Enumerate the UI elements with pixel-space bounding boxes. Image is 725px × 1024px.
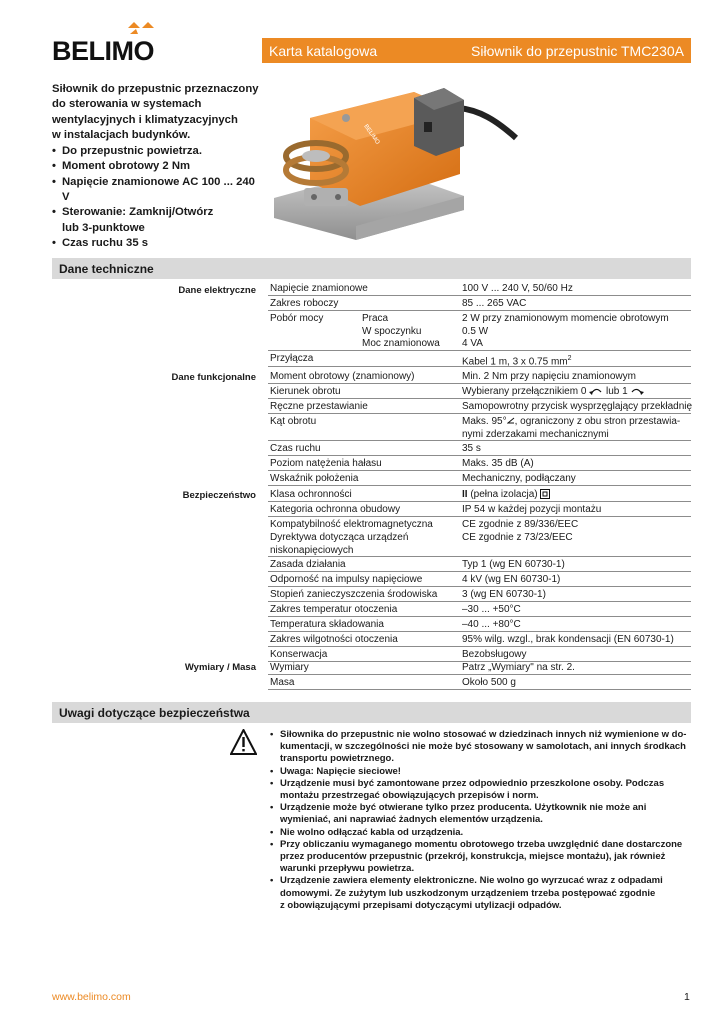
doc-type-title: Karta katalogowa — [269, 42, 378, 59]
table-row — [268, 456, 691, 471]
row-label: Zasada działania — [270, 559, 346, 570]
row-label: Stopień zanieczyszczenia środowiska — [270, 589, 438, 600]
list-item: • Do przepustnic powietrza. — [52, 144, 262, 159]
intro-line: do sterowania w systemach — [52, 98, 202, 111]
row-value: Patrz „Wymiary" na str. 2. — [462, 662, 575, 673]
row-label: Pobór mocy — [270, 313, 324, 324]
table-row — [268, 384, 691, 399]
table-row — [268, 660, 691, 675]
row-value: Około 500 g — [462, 677, 516, 688]
intro-description — [52, 82, 262, 143]
list-item: • Moment obrotowy 2 Nm — [52, 159, 262, 174]
list-item: • Przy obliczaniu wymaganego momentu obrotowego trzeba uwzględnić dane dostarczone przez producentów przepustnic (przekrój, konstrukcja, miejsce montażu), jak również warunki przepływu powietrza. — [270, 839, 690, 876]
section-title: Uwagi dotyczące bezpieczeństwa — [59, 705, 250, 720]
row-label: Kierunek obrotu — [270, 386, 341, 397]
actuator-product-image — [264, 78, 526, 254]
warning-triangle-icon — [230, 729, 257, 755]
group-label-safety: Bezpieczeństwo — [182, 490, 256, 501]
website-link[interactable]: www.belimo.com — [52, 991, 131, 1003]
list-item: • Sterowanie: Zamknij/Otwórz lub 3-punktowe — [52, 205, 262, 236]
row-value: 35 s — [462, 443, 481, 454]
row-value: CE zgodnie z 73/23/EEC — [462, 532, 573, 543]
table-row — [268, 369, 691, 384]
table-row — [268, 602, 691, 617]
header-bar — [262, 38, 691, 63]
table-row — [268, 351, 691, 367]
table-row — [268, 281, 691, 296]
table-row — [268, 502, 691, 517]
row-value: Min. 2 Nm przy napięciu znamionowym — [462, 371, 636, 382]
row-label: Kategoria ochronna obudowy — [270, 504, 401, 515]
row-value: Mechaniczny, podłączany — [462, 473, 576, 484]
list-item: • Urządzenie może być otwierane tylko przez producenta. Użytkownik nie może ani wymieniać, ani naprawiać żadnych elementów urządzenia. — [270, 802, 690, 826]
row-value: Kabel 1 m, 3 x 0.75 $mm^2$ — [462, 355, 572, 368]
row-sublabels: Praca W spoczynku Moc znamionowa — [362, 313, 440, 350]
row-value: 100 V ... 240 V, 50/60 Hz — [462, 283, 573, 294]
row-label: Wymiary — [270, 662, 309, 673]
row-label: Kąt obrotu — [270, 416, 317, 427]
intro-line: wentylacyjnych i klimatyzacyjnych — [52, 113, 238, 126]
row-label: Wskaźnik położenia — [270, 473, 359, 484]
row-value: CE zgodnie z 89/336/EEC — [462, 519, 579, 530]
list-item: • Urządzenie zawiera elementy elektroniczne. Nie wolno go wyrzucać wraz z odpadami domowymi. Ze zużytym lub uszkodzonym urządzeniem trzeba postępować zgodnie z obowiązującymi przepisami dotyczącymi utylizacji odpadów. — [270, 875, 690, 912]
row-label: Moment obrotowy (znamionowy) — [270, 371, 415, 382]
row-value: IP 54 w każdej pozycji montażu — [462, 504, 602, 515]
table-row — [268, 399, 691, 414]
table-row — [268, 530, 691, 557]
row-value: 85 ... 265 VAC — [462, 298, 527, 309]
list-item: • Urządzenie musi być zamontowane przez odpowiednio przeszkolone osoby. Podczas montażu przestrzegać obowiązujących przepisów i norm. — [270, 778, 690, 802]
intro-line: Siłownik do przepustnic przeznaczony — [52, 83, 259, 95]
row-value: –40 ... +80°C — [462, 619, 521, 630]
row-value: Maks. 35 dB (A) — [462, 458, 534, 469]
row-value: 95% wilg. wzgl., brak kondensacji (EN 60730-1) — [462, 634, 674, 645]
row-label: Odporność na impulsy napięciowe — [270, 574, 423, 585]
row-value: –30 ... +50°C — [462, 604, 521, 615]
group-label-dims: Wymiary / Masa — [184, 662, 256, 673]
svg-text:BELIMO: BELIMO — [362, 123, 381, 146]
table-row — [268, 487, 691, 502]
row-label: Kompatybilność elektromagnetyczna — [270, 519, 433, 530]
safety-notes-heading — [52, 702, 691, 723]
group-label-functional: Dane funkcjonalne — [171, 372, 256, 383]
intro-bullets — [52, 144, 262, 251]
section-title: Dane techniczne — [59, 261, 154, 276]
row-value: Wybierany przełącznikiem 0 lub 1 — [462, 386, 694, 399]
table-row — [268, 557, 691, 572]
logo-text: BELIMO — [52, 36, 154, 66]
intro-line: w instalacjach budynków. — [52, 128, 191, 141]
row-label: Zakres wilgotności otoczenia — [270, 634, 398, 645]
row-value: 2 W przy znamionowym momencie obrotowym 0.5 W 4 VA — [462, 313, 669, 350]
row-label: Napięcie znamionowe — [270, 283, 368, 294]
row-label: Przyłącza — [270, 353, 314, 364]
row-value: 4 kV (wg EN 60730-1) — [462, 574, 561, 585]
row-label: Czas ruchu — [270, 443, 321, 454]
table-row — [268, 296, 691, 311]
table-row — [268, 414, 691, 441]
row-label: Masa — [270, 677, 295, 688]
row-label: Poziom natężenia hałasu — [270, 458, 382, 469]
rotation-ccw-icon — [589, 387, 603, 395]
row-value: 3 (wg EN 60730-1) — [462, 589, 546, 600]
table-row — [268, 311, 691, 351]
page-number: 1 — [684, 991, 690, 1003]
tech-data-heading — [52, 258, 691, 279]
table-row — [268, 675, 691, 690]
row-label: Klasa ochronności — [270, 489, 352, 500]
list-item: • Czas ruchu 35 s — [52, 236, 262, 251]
row-label: Temperatura składowania — [270, 619, 384, 630]
intro — [52, 82, 262, 251]
row-label: Konserwacja — [270, 649, 328, 660]
product-title: Siłownik do przepustnic TMC230A — [471, 42, 684, 59]
row-label: Zakres temperatur otoczenia — [270, 604, 398, 615]
row-label: Dyrektywa dotycząca urządzeń niskonapięciowych — [270, 532, 409, 556]
row-value: II (pełna izolacja) — [462, 489, 694, 502]
double-insulation-icon — [540, 489, 550, 499]
row-value: Maks. 95° , ograniczony z obu stron przestawia- nymi zderzakami mechanicznymi — [462, 416, 681, 440]
angle-icon — [507, 417, 515, 425]
row-label: Zakres roboczy — [270, 298, 339, 309]
row-label: Ręczne przestawianie — [270, 401, 368, 412]
safety-notes-list — [270, 729, 690, 912]
list-item: • Uwaga: Napięcie sieciowe! — [270, 766, 690, 778]
row-value: Samopowrotny przycisk wysprzęglający przekładnię — [462, 401, 693, 412]
row-value: Typ 1 (wg EN 60730-1) — [462, 559, 565, 570]
list-item: • Siłownika do przepustnic nie wolno stosować w dziedzinach innych niż wymienione w do- kumentacji, w szczególności nie może być stosowany w samolotach, ani innych środkach transportu powietrznego. — [270, 729, 690, 766]
list-item: • Napięcie znamionowe AC 100 ... 240 V — [52, 175, 262, 206]
table-row — [268, 587, 691, 602]
row-value: Bezobsługowy — [462, 649, 527, 660]
belimo-logo — [52, 22, 164, 66]
group-label-electric: Dane elektryczne — [178, 285, 256, 296]
table-row — [268, 441, 691, 456]
list-item: • Nie wolno odłączać kabla od urządzenia. — [270, 827, 690, 839]
rotation-cw-icon — [630, 387, 644, 395]
table-row — [268, 517, 691, 531]
table-row — [268, 632, 691, 647]
table-row — [268, 617, 691, 632]
table-row — [268, 572, 691, 587]
table-row — [268, 471, 691, 486]
